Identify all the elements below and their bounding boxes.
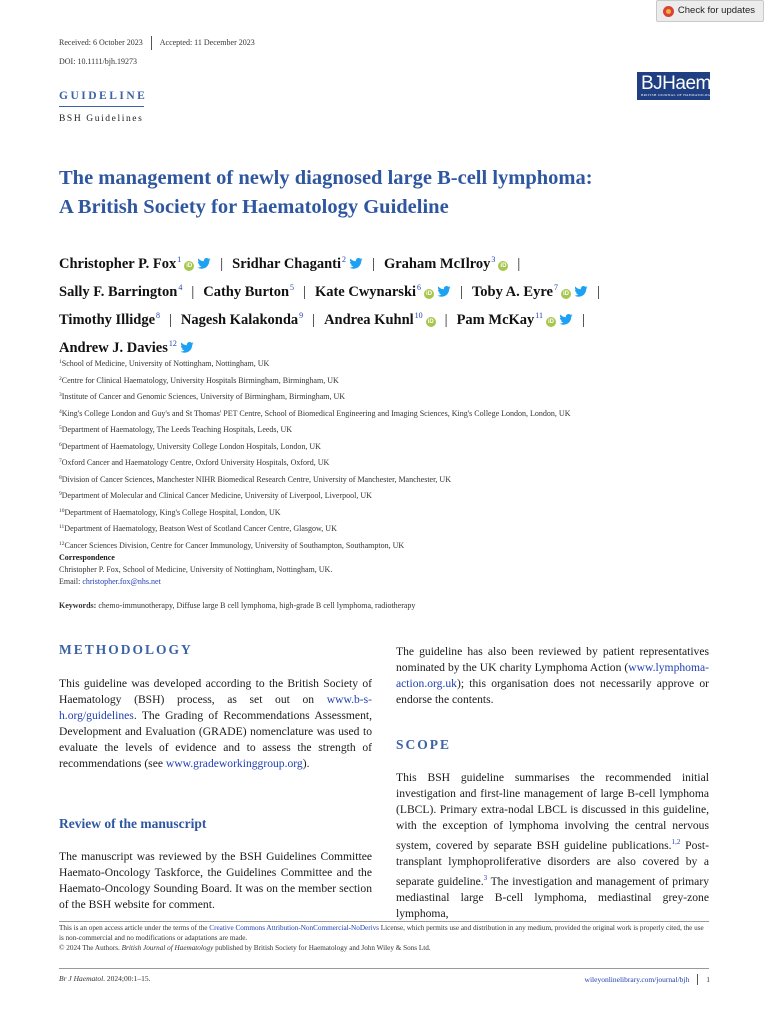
bsh-guidelines-link[interactable]: www.b-s-h.org/guidelines xyxy=(59,693,372,722)
affiliation: $^7$Oxford Cancer and Haematology Centre, Oxford University Hospitals, Oxford, UK xyxy=(59,458,330,468)
page-footer-right xyxy=(585,974,710,985)
received-date: Received: 6 October 2023 xyxy=(59,38,143,47)
article-dates xyxy=(59,38,255,50)
twitter-icon[interactable] xyxy=(574,286,588,297)
license-notice: This is an open access article under the terms of the Creative Commons Attribution-NonCommercial-NoDerivs License, which permits use and distribution in any medium, provided the original work is properly cited, the use is non-commercial and no modifications or adaptations are made. © 2024 The Authors. British Journal of Haematology published by British Society for Haematology and John Wiley & Sons Ltd. xyxy=(59,924,704,952)
scope-heading: SCOPE xyxy=(396,737,452,752)
keywords-text: chemo-immunotherapy, Diffuse large B cell lymphoma, high-grade B cell lymphoma, radiotherapy xyxy=(96,601,416,610)
journal-logo-text: BJHaem xyxy=(641,73,711,94)
author-list xyxy=(59,248,719,360)
article-type-rule xyxy=(59,106,144,107)
affiliation: $^{11}$Department of Haematology, Beatson West of Scotland Cancer Centre, Glasgow, UK xyxy=(59,524,337,534)
review-paragraph: The manuscript was reviewed by the BSH Guidelines Committee Haemato-Oncology Taskforce, the Guidelines Committee and the Haemato-Oncology Sounding Board. It was on the member section of the BSH website for comment. xyxy=(59,850,372,911)
citation-ref[interactable]: 3 xyxy=(483,874,488,882)
affiliation: $^{12}$Cancer Sciences Division, Centre for Cancer Immunology, University of Southampton, Southampton, UK xyxy=(59,541,405,551)
orcid-icon[interactable]: iD xyxy=(186,263,193,269)
author[interactable]: Nagesh Kalakonda$^9$ xyxy=(180,311,304,328)
author[interactable]: Graham McIlroy$^3$iD xyxy=(383,255,507,272)
check-for-updates-button[interactable] xyxy=(656,0,764,22)
review-heading: Review of the manuscript xyxy=(59,816,207,831)
series-label: BSH Guidelines xyxy=(59,114,144,124)
author[interactable]: Andrea Kuhnl$^{10}$iD xyxy=(324,311,434,328)
twitter-icon[interactable] xyxy=(197,258,211,269)
orcid-icon[interactable]: iD xyxy=(426,291,433,297)
twitter-icon[interactable] xyxy=(180,342,194,353)
cc-license-link[interactable]: Creative Commons Attribution-NonCommercial-NoDerivs xyxy=(209,924,379,932)
author-separator: | xyxy=(303,284,306,300)
author-separator: | xyxy=(372,256,375,272)
patient-review-paragraph: The guideline has also been reviewed by patient representatives nominated by the UK charity Lymphoma Action (www.lymphoma-action.org.uk); this organisation does not necessarily approve or endorse the contents. xyxy=(396,645,709,706)
keywords-label: Keywords: xyxy=(59,601,97,610)
author-separator: | xyxy=(460,284,463,300)
scope-paragraph: This BSH guideline summarises the recommended initial investigation and first-line management of large B-cell lymphoma (LBCL). Primary extra-nodal LBCL is discussed in this guideline, with the exception of lymphoma involving the central nervous system, covered by separate BSH guideline publications.$^{1,2}$ Post-transplant lymphoproliferative disorders are also covered by a separate guideline.$^3$ The investigation and management of primary mediastinal large B-cell lymphoma, mediastinal grey-zone lymphoma, xyxy=(396,771,709,920)
orcid-icon[interactable]: iD xyxy=(548,319,554,325)
article-title xyxy=(59,164,699,222)
check-for-updates-label: Check for updates xyxy=(677,5,755,16)
affiliation: $^6$Department of Haematology, University College London Hospitals, London, UK xyxy=(59,441,321,451)
twitter-icon[interactable] xyxy=(437,286,451,297)
author[interactable]: Timothy Illidge$^8$ xyxy=(59,311,161,328)
author-separator: | xyxy=(582,312,585,328)
author-separator: | xyxy=(444,312,448,328)
author[interactable]: Toby A. Eyre$^7$iD xyxy=(472,284,588,300)
correspondence-email: Email: christopher.fox@nhs.net xyxy=(59,577,161,586)
author-line xyxy=(59,304,719,332)
article-type: GUIDELINE xyxy=(59,90,148,102)
affiliation: $^3$Institute of Cancer and Genomic Sciences, University of Birmingham, Birmingham, UK xyxy=(59,392,346,402)
keywords xyxy=(59,601,415,610)
accepted-date: Accepted: 11 December 2023 xyxy=(159,38,255,47)
journal-logo xyxy=(637,72,714,100)
author-separator: | xyxy=(191,284,195,300)
author[interactable]: Kate Cwynarski$^6$iD xyxy=(315,284,451,300)
affiliation-list xyxy=(59,355,709,554)
affiliation: $^8$Division of Cancer Sciences, Manchester NIHR Biomedical Research Centre, University of Manchester, Manchester, UK xyxy=(59,474,451,484)
footer-divider xyxy=(59,968,709,969)
email-link[interactable]: christopher.fox@nhs.net xyxy=(82,577,161,586)
affiliation: $^4$King's College London and Guy's and St Thomas' PET Centre, School of Biomedical Engineering and Imaging Sciences, King's College London, London, UK xyxy=(59,408,571,418)
affiliation: $^{10}$Department of Haematology, King's College Hospital, London, UK xyxy=(59,507,281,517)
author[interactable]: Cathy Burton$^5$ xyxy=(203,283,295,300)
grade-link[interactable]: www.gradeworkinggroup.org xyxy=(165,757,303,770)
author[interactable]: Christopher P. Fox$^1$iD xyxy=(59,256,211,272)
date-divider xyxy=(151,36,152,50)
methodology-paragraph: This guideline was developed according to the British Society of Haematology (BSH) process, as set out on www.b-s-h.org/guidelines. The Grading of Recommendations Assessment, Development and Evaluation (GRADE) nomenclature was used to evaluate the levels of evidence and to assess the strength of recommendations (see www.gradeworkinggroup.org). xyxy=(59,677,372,770)
license-divider xyxy=(59,921,709,922)
journal-url-link[interactable]: wileyonlinelibrary.com/journal/bjh xyxy=(584,975,690,984)
citation-ref[interactable]: 1,2 xyxy=(671,838,681,846)
citation-footer: Br J Haematol. 2024;00:1–15. xyxy=(59,974,151,983)
author-separator: | xyxy=(169,312,172,328)
author-separator: | xyxy=(312,312,316,328)
affiliation: $^5$Department of Haematology, The Leeds Teaching Hospitals, Leeds, UK xyxy=(59,425,293,435)
author[interactable]: Andrew J. Davies$^{12}$ xyxy=(59,340,194,356)
author-line xyxy=(59,248,719,276)
methodology-heading: METHODOLOGY xyxy=(59,642,193,657)
page-number: 1 xyxy=(706,975,710,984)
journal-logo-subtext: BRITISH JOURNAL OF HAEMATOLOGY xyxy=(641,93,714,97)
doi[interactable]: DOI: 10.1111/bjh.19273 xyxy=(59,57,137,66)
orcid-icon[interactable]: iD xyxy=(562,291,569,297)
author-separator: | xyxy=(596,284,600,300)
orcid-icon[interactable]: iD xyxy=(427,319,434,325)
affiliation: $^1$School of Medicine, University of Nottingham, Nottingham, UK xyxy=(59,359,270,368)
crossmark-icon xyxy=(663,6,674,17)
author[interactable]: Pam McKay$^{11}$iD xyxy=(457,312,573,328)
author-line xyxy=(59,276,719,304)
author-separator: | xyxy=(517,256,521,272)
title-line-2: A British Society for Haematology Guideline xyxy=(59,196,449,218)
orcid-icon[interactable]: iD xyxy=(500,263,507,269)
author-separator: | xyxy=(220,256,224,272)
twitter-icon[interactable] xyxy=(559,314,573,325)
footer-separator xyxy=(697,974,698,985)
affiliation: $^2$Centre for Clinical Haematology, University Hospitals Birmingham, Birmingham, UK xyxy=(59,375,339,385)
twitter-icon[interactable] xyxy=(349,258,363,269)
lymphoma-action-link[interactable]: www.lymphoma-action.org.uk xyxy=(396,661,709,690)
author[interactable]: Sridhar Chaganti$^2$ xyxy=(232,256,363,272)
title-line-1: The management of newly diagnosed large B-cell lymphoma: xyxy=(59,167,593,189)
affiliation: $^9$Department of Molecular and Clinical Cancer Medicine, University of Liverpool, Liverpool, UK xyxy=(59,491,372,501)
correspondence-text: Christopher P. Fox, School of Medicine, University of Nottingham, Nottingham, UK. xyxy=(59,565,333,574)
correspondence-heading: Correspondence xyxy=(59,553,115,562)
author[interactable]: Sally F. Barrington$^4$ xyxy=(59,283,183,300)
